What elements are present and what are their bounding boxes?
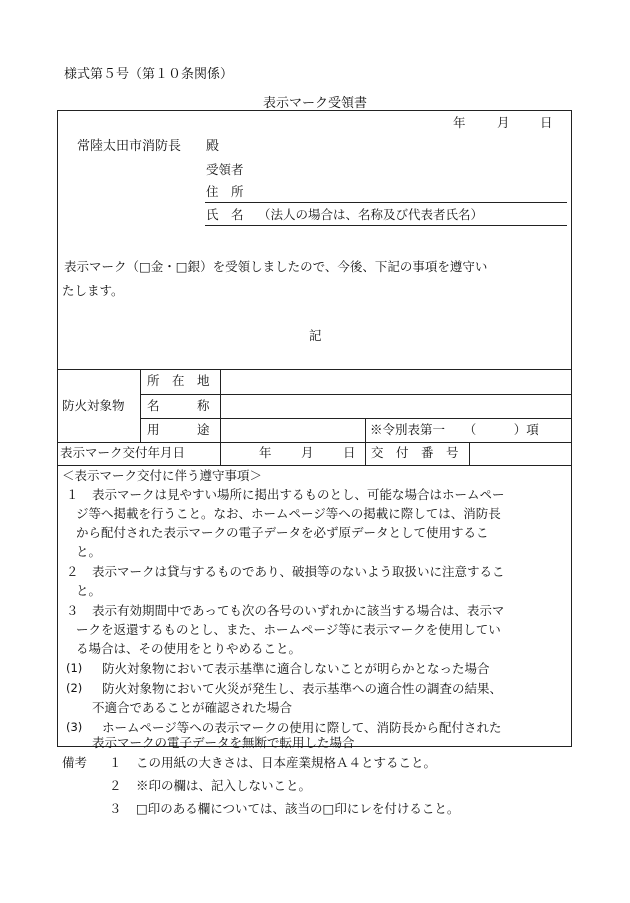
subrule-2-line: 防火対象物において火災が発生し、表示基準への適合性の調査の結果、 [102, 681, 503, 696]
remark-2-text: ※印の欄は、記入しないこと。 [136, 778, 312, 793]
address-label: 住 所 [206, 184, 244, 199]
issue-date-label: 表示マーク交付年月日 [60, 445, 186, 460]
rule-3-number: ３ [66, 603, 79, 618]
rule-1-line: から配付された表示マークの電子データを必ず原データとして使用するこ [76, 525, 489, 540]
issue-date-day: 日 [343, 445, 356, 460]
table-col-rule [140, 369, 141, 442]
table-col-rule [220, 369, 221, 465]
rule-3-line: 表示有効期間中であっても次の各号のいずれかに該当する場合は、表示マ [92, 603, 505, 618]
subrule-1-line: 防火対象物において表示基準に適合しないことが明らかとなった場合 [102, 661, 490, 676]
rule-2-number: ２ [66, 564, 79, 579]
rule-2-line: と。 [76, 583, 102, 598]
remark-2-number: ２ [109, 778, 122, 793]
name-label: 氏 名 [206, 207, 244, 222]
subrule-2-line: 不適合であることが確認された場合 [92, 700, 293, 715]
subrule-2-number: (2) [66, 681, 83, 695]
location-label: 所 在 地 [147, 373, 210, 388]
ki-label: 記 [309, 328, 322, 343]
recipient-heading: 受領者 [206, 162, 244, 177]
subrule-3-line: 表示マークの電子データを無断で転用した場合 [92, 735, 355, 750]
issue-number-label: 交 付 番 号 [371, 445, 459, 460]
rules-heading: ＜表示マーク交付に伴う遵守事項＞ [62, 468, 263, 483]
table-rule [140, 394, 572, 395]
issue-date-month: 月 [301, 445, 314, 460]
name-note: （法人の場合は、名称及び代表者氏名） [258, 207, 484, 222]
rule-3-line: ークを返還するものとし、また、ホームページ等に表示マークを使用してい [76, 622, 501, 637]
document-title: 表示マーク受領書 [262, 96, 367, 111]
remark-1-number: １ [109, 755, 122, 770]
subrule-3-line: ホームページ等への表示マークの使用に際して、消防長から配付された [102, 720, 502, 735]
table-top-rule [57, 369, 572, 370]
subrule-3-number: (3) [66, 720, 83, 734]
rule-1-number: １ [66, 487, 79, 502]
table-rule [140, 418, 572, 419]
table-bottom-rule [57, 465, 572, 466]
address-underline [205, 202, 567, 203]
rule-1-line: ジ等へ掲載を行うこと。なお、ホームページ等への掲載に際しては、消防長 [76, 506, 501, 521]
rule-1-line: 表示マークは見やすい場所に掲出するものとし、可能な場合はホームペー [92, 487, 505, 502]
remarks-label: 備考 [62, 755, 88, 770]
rule-3-line: る場合は、その使用をとりやめること。 [76, 641, 302, 656]
form-number: 様式第５号（第１０条関係） [64, 67, 234, 82]
remark-3-text: □印のある欄については、該当の□印にレを付けること。 [136, 801, 460, 816]
remark-1-text: この用紙の大きさは、日本産業規格Ａ４とすること。 [136, 755, 437, 770]
table-col-rule [365, 418, 366, 465]
date-year: 年 [453, 115, 466, 130]
statement-line-2: たします。 [62, 283, 124, 298]
fire-object-label: 防火対象物 [62, 398, 125, 413]
usage-label: 用 途 [147, 422, 210, 437]
facility-name-label: 名 称 [147, 398, 210, 413]
addressee: 常陸太田市消防長 [77, 139, 182, 154]
statement-line-1: 表示マーク（□金・□銀）を受領しましたので、今後、下記の事項を遵守い [64, 259, 488, 274]
honorific: 殿 [206, 139, 220, 154]
issue-date-year: 年 [259, 445, 272, 460]
subrule-1-number: (1) [66, 661, 83, 675]
date-month: 月 [497, 115, 510, 130]
name-underline [205, 225, 567, 226]
rule-1-line: と。 [76, 544, 102, 559]
date-day: 日 [540, 115, 553, 130]
remark-3-number: ３ [109, 801, 122, 816]
classification-field: ※令別表第一 （ ）項 [370, 422, 539, 437]
table-rule [57, 442, 572, 443]
table-col-rule [469, 442, 470, 465]
rule-2-line: 表示マークは貸与するものであり、破損等のないよう取扱いに注意するこ [92, 564, 505, 579]
